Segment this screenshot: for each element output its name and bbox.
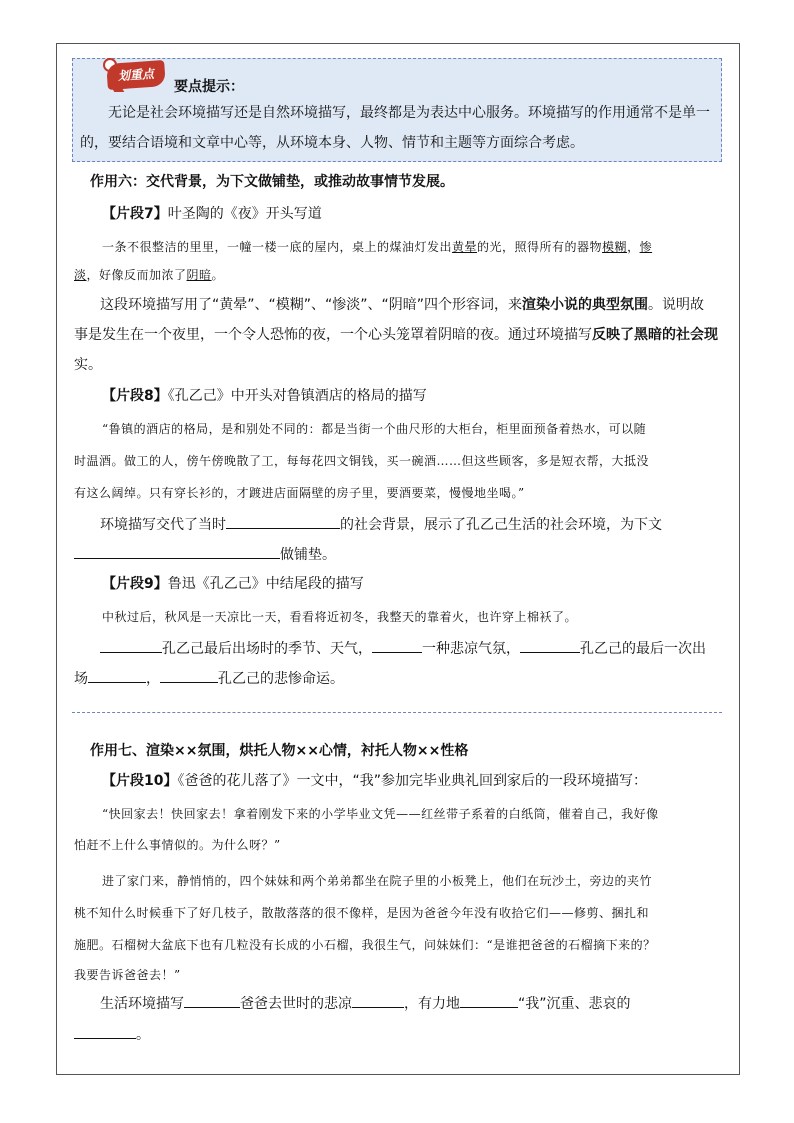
blank[interactable] bbox=[460, 993, 518, 1008]
q-underline: 惨 bbox=[639, 240, 653, 254]
blank[interactable] bbox=[88, 668, 146, 683]
blank[interactable] bbox=[352, 993, 404, 1008]
q-underline: 淡 bbox=[74, 268, 87, 282]
section-divider bbox=[72, 712, 722, 713]
a-text: 孔乙己的悲惨命运。 bbox=[218, 671, 344, 687]
a-text: 做铺垫。 bbox=[280, 547, 336, 563]
fragment-10-quote-5: 施肥。石榴树大盆底下也有几粒没有长成的小石榴，我很生气，问妹妹们：“是谁把爸爸的石榴摘下来的？ bbox=[74, 938, 656, 952]
fragment-9-answer-2 bbox=[74, 668, 344, 688]
a-text: 环境描写交代了当时 bbox=[100, 517, 226, 533]
a-text: 的社会背景，展示了孔乙己生活的社会环境，为下文 bbox=[340, 517, 662, 533]
fragment-8-answer-2 bbox=[74, 544, 336, 564]
fragment-7-label: 【片段7】 bbox=[102, 206, 168, 222]
a-text: ，有力地 bbox=[404, 996, 460, 1012]
tip-line-1: 无论是社会环境描写还是自然环境描写，最终都是为表达中心服务。环境描写的作用通常不是单一 bbox=[108, 105, 710, 121]
fragment-7-quote-1 bbox=[102, 238, 652, 255]
a-text: 一种悲凉气氛， bbox=[422, 641, 520, 657]
fragment-9-title bbox=[102, 575, 364, 593]
a-text: ， bbox=[146, 671, 160, 687]
q-text: ， bbox=[627, 240, 640, 254]
tip-line-2: 的，要结合语境和文章中心等，从环境本身、人物、情节和主题等方面综合考虑。 bbox=[80, 135, 584, 151]
fragment-9-quote-1: 中秋过后，秋风是一天凉比一天，看看将近初冬，我整天的靠着火，也许穿上棉袄了。 bbox=[102, 610, 578, 624]
fragment-9-title-text: 鲁迅《孔乙己》中结尾段的描写 bbox=[167, 576, 364, 592]
blank[interactable] bbox=[74, 1024, 136, 1039]
fragment-10-answer-2 bbox=[74, 1024, 150, 1044]
blank[interactable] bbox=[74, 544, 280, 559]
a-bold: 渲染小说的典型氛围 bbox=[522, 297, 649, 313]
fragment-7-answer-3: 实。 bbox=[74, 357, 102, 373]
highlight-badge: 划重点 bbox=[106, 60, 166, 90]
blank[interactable] bbox=[372, 638, 422, 653]
fragment-7-title bbox=[102, 205, 322, 223]
fragment-10-title bbox=[102, 772, 647, 790]
q-text: ，好像反而加浓了 bbox=[86, 268, 187, 282]
fragment-8-answer-1 bbox=[100, 514, 662, 534]
fragment-10-quote-2: 怕赶不上什么事情似的。为什么呀？” bbox=[74, 838, 281, 852]
q-text: 。 bbox=[211, 268, 225, 282]
blank[interactable] bbox=[226, 514, 340, 529]
a-bold: 反映了黑暗的社会现 bbox=[592, 327, 718, 343]
a-text: 爸爸去世时的悲凉 bbox=[240, 996, 352, 1012]
section-6-heading: 作用六：交代背景，为下文做铺垫，或推动故事情节发展。 bbox=[90, 174, 454, 190]
fragment-10-answer-1 bbox=[100, 993, 631, 1013]
section-7-heading: 作用七、渲染××氛围，烘托人物××心情，衬托人物××性格 bbox=[90, 743, 469, 759]
tip-title: 要点提示： bbox=[174, 79, 244, 95]
fragment-8-quote-2: 时温酒。做工的人，傍午傍晚散了工，每每花四文铜钱，买一碗酒……但这些顾客，多是短衣帮，大抵没 bbox=[74, 454, 650, 468]
a-text: 这段环境描写用了“黄晕”、“模糊”、“惨淡”、“阴暗”四个形容词，来 bbox=[100, 297, 523, 313]
fragment-7-quote-2 bbox=[74, 266, 224, 283]
q-text: 一条不很整洁的里里，一幢一楼一底的屋内，桌上的煤油灯发出 bbox=[102, 240, 453, 254]
blank[interactable] bbox=[160, 668, 218, 683]
blank[interactable] bbox=[520, 638, 580, 653]
fragment-8-label: 【片段8】 bbox=[102, 388, 168, 404]
a-text: 孔乙己的最后一次出 bbox=[580, 641, 706, 657]
fragment-9-answer-1 bbox=[100, 638, 706, 658]
fragment-7-answer-2 bbox=[74, 326, 718, 344]
a-text: 。 bbox=[136, 1027, 150, 1043]
q-underline: 阴暗 bbox=[186, 268, 212, 282]
fragment-10-quote-6: 我要告诉爸爸去！” bbox=[74, 968, 181, 982]
q-underline: 黄晕 bbox=[452, 240, 478, 254]
a-text: 孔乙己最后出场时的季节、天气， bbox=[162, 641, 372, 657]
fragment-10-quote-3: 进了家门来，静悄悄的，四个妹妹和两个弟弟都坐在院子里的小板凳上，他们在玩沙土，旁边的夹竹 bbox=[102, 874, 653, 888]
fragment-7-answer-1 bbox=[100, 296, 704, 314]
q-underline: 模糊 bbox=[602, 240, 628, 254]
fragment-9-label: 【片段9】 bbox=[102, 576, 168, 592]
fragment-8-quote-3: 有这么阔绰。只有穿长衫的，才踱进店面隔壁的房子里，要酒要菜，慢慢地坐喝。” bbox=[74, 486, 525, 500]
a-text: 场 bbox=[74, 671, 88, 687]
q-text: 的光，照得所有的器物 bbox=[477, 240, 603, 254]
blank[interactable] bbox=[100, 638, 162, 653]
a-text: “我”沉重、悲哀的 bbox=[518, 996, 631, 1012]
a-text: 生活环境描写 bbox=[100, 996, 184, 1012]
fragment-10-title-text: 《爸爸的花儿落了》一文中，“我”参加完毕业典礼回到家后的一段环境描写： bbox=[177, 773, 647, 789]
a-text: 事是发生在一个夜里，一个令人恐怖的夜，一个心头笼罩着阴暗的夜。通过环境描写 bbox=[74, 327, 592, 343]
fragment-10-quote-4: 桃不知什么时候垂下了好几枝子，散散落落的很不像样，是因为爸爸今年没有收拾它们——修剪、捆扎和 bbox=[74, 906, 650, 920]
fragment-10-quote-1: “快回家去！快回家去！拿着刚发下来的小学毕业文凭——红丝带子系着的白纸筒，催着自己，我好像 bbox=[102, 807, 659, 821]
fragment-8-quote-1: “鲁镇的酒店的格局，是和别处不同的：都是当街一个曲尺形的大柜台，柜里面预备着热水，可以随 bbox=[102, 422, 647, 436]
fragment-8-title-text: 《孔乙己》中开头对鲁镇酒店的格局的描写 bbox=[167, 388, 427, 404]
fragment-10-label: 【片段10】 bbox=[102, 773, 178, 789]
fragment-8-title bbox=[102, 387, 427, 405]
fragment-7-title-text: 叶圣陶的《夜》开头写道 bbox=[167, 206, 322, 222]
blank[interactable] bbox=[184, 993, 240, 1008]
a-text: 。说明故 bbox=[648, 297, 705, 313]
